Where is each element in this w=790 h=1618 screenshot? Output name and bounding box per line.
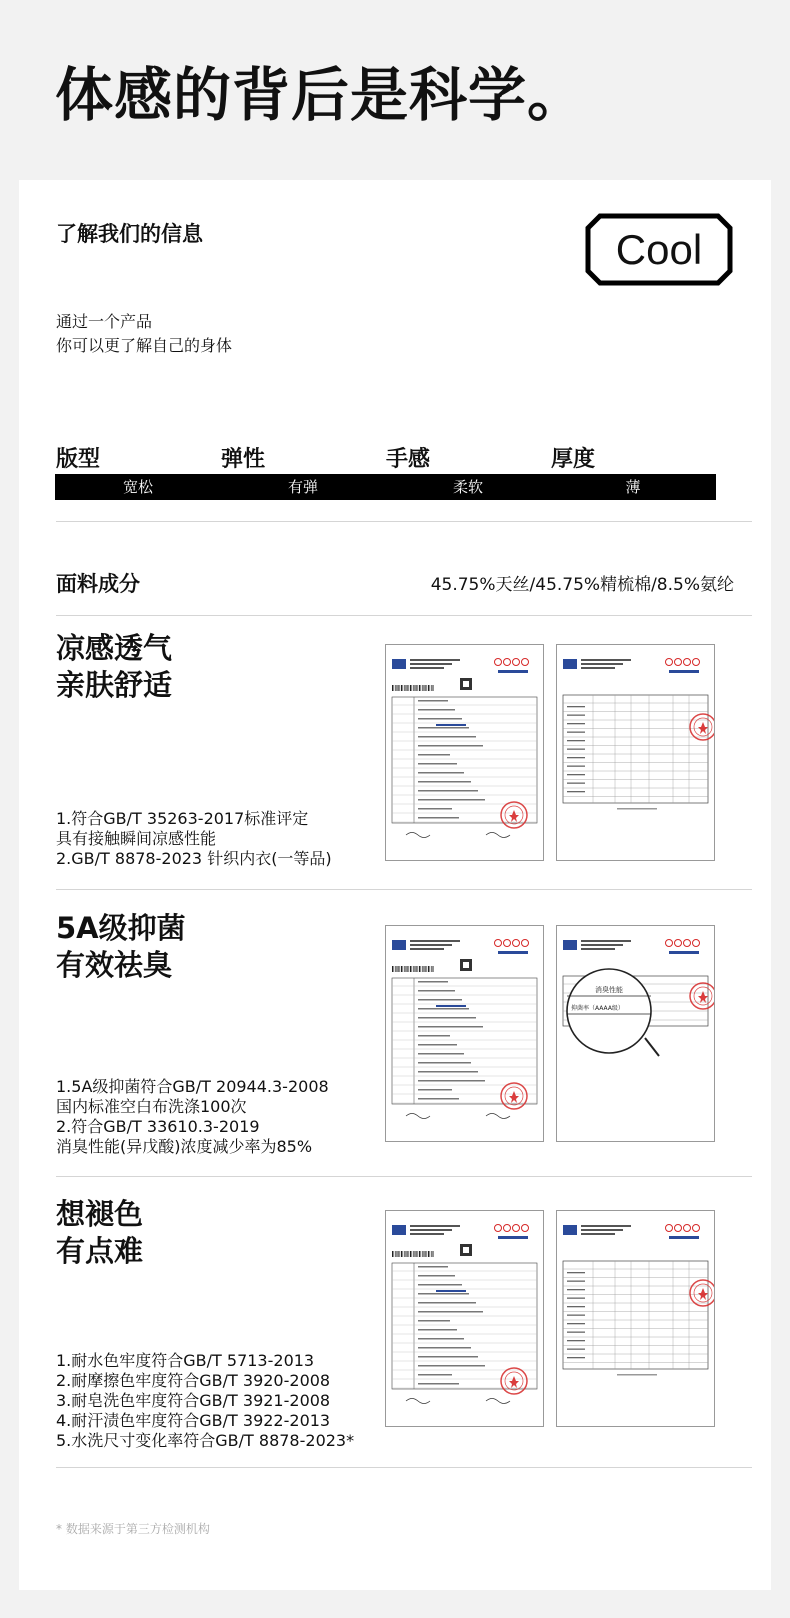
report-thumbnail bbox=[386, 1211, 543, 1426]
attr-label-elasticity: 弹性 bbox=[221, 447, 266, 472]
note-line: 2.符合GB/T 33610.3-2019 bbox=[56, 1117, 260, 1136]
intro-line: 你可以更了解自己的身体 bbox=[56, 336, 233, 355]
report-thumbnail bbox=[386, 645, 543, 860]
magnifier-label-antibacterial: 抑菌率（AAAA级） bbox=[571, 1005, 624, 1012]
report-thumbnail bbox=[557, 645, 714, 860]
note-line: 2.GB/T 8878-2023 针织内衣(一等品) bbox=[56, 849, 332, 868]
note-line: 3.耐皂洗色牢度符合GB/T 3921-2008 bbox=[56, 1391, 331, 1410]
section-title-line: 有点难 bbox=[56, 1234, 144, 1268]
test-report-results-image bbox=[556, 644, 715, 861]
attr-tag-fit: 宽松 bbox=[55, 474, 221, 500]
divider bbox=[56, 1467, 752, 1468]
note-line: 消臭性能(异戊酸)浓度减少率为85% bbox=[56, 1137, 313, 1156]
attr-tag-elasticity: 有弹 bbox=[220, 474, 386, 500]
note-line: 具有接触瞬间凉感性能 bbox=[56, 829, 217, 848]
test-report-results-image bbox=[556, 1210, 715, 1427]
attr-label-fit: 版型 bbox=[56, 447, 101, 472]
report-thumbnail bbox=[557, 1211, 714, 1426]
note-line: 国内标准空白布洗涤100次 bbox=[56, 1097, 247, 1116]
section-cooling-title bbox=[56, 630, 172, 704]
divider bbox=[56, 889, 752, 890]
intro-title: 了解我们的信息 bbox=[56, 222, 203, 246]
test-report-cover-image bbox=[385, 1210, 544, 1427]
note-line: 1.符合GB/T 35263-2017标准评定 bbox=[56, 809, 309, 828]
note-line: 1.耐水色牢度符合GB/T 5713-2013 bbox=[56, 1351, 315, 1370]
info-card bbox=[19, 180, 771, 1590]
cool-logo-text: Cool bbox=[615, 226, 703, 273]
attr-label-thickness: 厚度 bbox=[551, 447, 596, 472]
fabric-value: 45.75%天丝/45.75%精梳棉/8.5%氨纶 bbox=[430, 575, 734, 595]
section-title-line: 亲肤舒适 bbox=[56, 668, 173, 702]
section-title-line: 想褪色 bbox=[56, 1197, 144, 1231]
section-antibacterial-title bbox=[56, 910, 186, 984]
test-report-cover-image bbox=[385, 644, 544, 861]
test-report-magnified-image bbox=[556, 925, 715, 1142]
cool-logo bbox=[584, 212, 734, 287]
magnifier-label-odor: 消臭性能 bbox=[595, 986, 623, 994]
data-source-footnote: * 数据来源于第三方检测机构 bbox=[56, 1522, 210, 1536]
divider bbox=[56, 615, 752, 616]
divider bbox=[56, 521, 752, 522]
note-line: 5.水洗尺寸变化率符合GB/T 8878-2023* bbox=[56, 1431, 355, 1450]
note-line: 2.耐摩擦色牢度符合GB/T 3920-2008 bbox=[56, 1371, 331, 1390]
section-antibacterial-notes bbox=[56, 1077, 329, 1157]
intro-line: 通过一个产品 bbox=[56, 312, 153, 331]
report-thumbnail bbox=[386, 926, 543, 1141]
section-title-line: 凉感透气 bbox=[56, 631, 173, 665]
report-thumbnail bbox=[557, 926, 714, 1141]
section-title-line: 5A级抑菌 bbox=[56, 911, 186, 945]
attr-tag-thickness: 薄 bbox=[550, 474, 716, 500]
section-cooling-notes bbox=[56, 809, 332, 869]
attr-tag-feel: 柔软 bbox=[385, 474, 551, 500]
page-headline: 体感的背后是科学。 bbox=[55, 61, 587, 129]
test-report-cover-image bbox=[385, 925, 544, 1142]
note-line: 4.耐汗渍色牢度符合GB/T 3922-2013 bbox=[56, 1411, 331, 1430]
divider bbox=[56, 1176, 752, 1177]
section-colorfast-title bbox=[56, 1196, 143, 1270]
attr-label-feel: 手感 bbox=[386, 447, 431, 472]
section-title-line: 有效祛臭 bbox=[56, 948, 173, 982]
intro-text bbox=[56, 310, 232, 358]
fabric-label: 面料成分 bbox=[56, 572, 140, 596]
section-colorfast-notes bbox=[56, 1351, 354, 1451]
note-line: 1.5A级抑菌符合GB/T 20944.3-2008 bbox=[56, 1077, 329, 1096]
